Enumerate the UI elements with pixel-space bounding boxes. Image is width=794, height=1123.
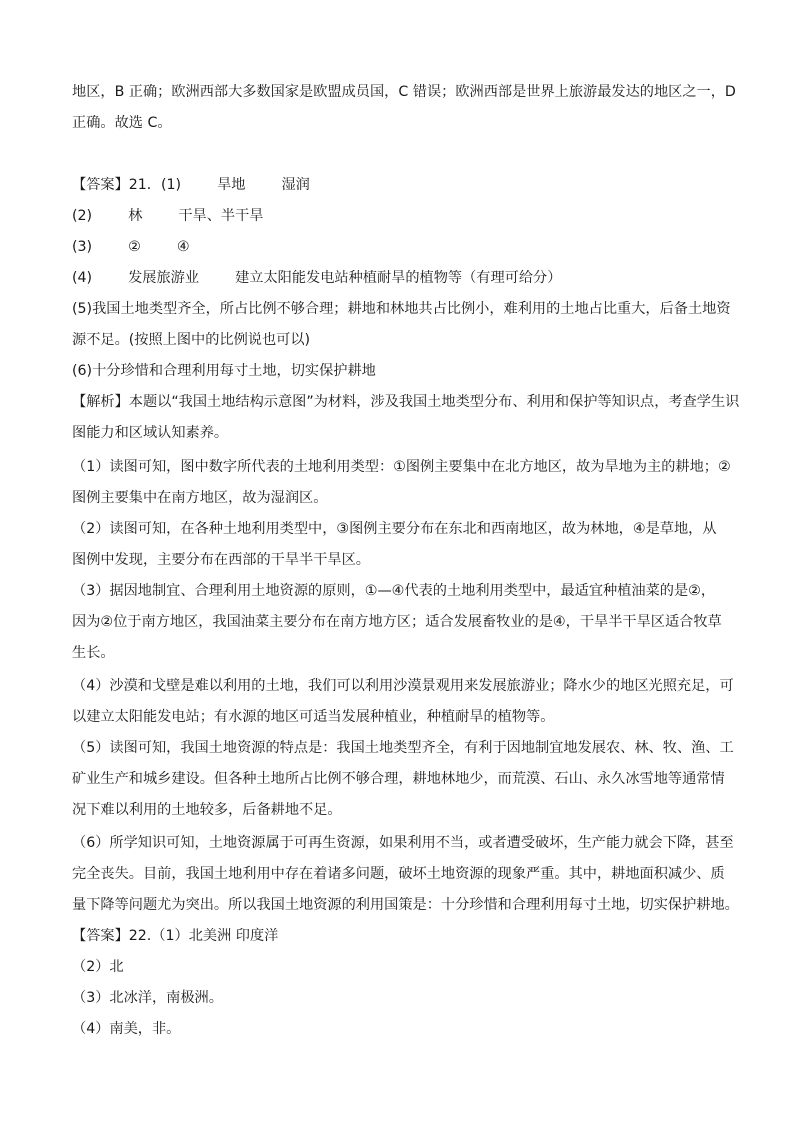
- answer-21-part-4: [72, 268, 732, 288]
- text-line: 地区，B 正确；欧洲西部大多数国家是欧盟成员国，C 错误；欧洲西部是世界上旅游最发达的地区之一，D: [72, 84, 736, 100]
- text-line: （5）读图可知，我国土地资源的特点是：我国土地类型齐全，有利于因地制宜地发展农、林、牧、渔、工: [72, 740, 734, 756]
- text-line: (6)十分珍惜和合理利用每寸土地，切实保护耕地: [72, 363, 376, 379]
- answer-21-part-1: [72, 175, 732, 195]
- text-line: 正确。故选 C。: [72, 115, 172, 131]
- text-line: 以建立太阳能发电站；有水源的地区可适当发展种植业，种植耐旱的植物等。: [72, 709, 555, 725]
- answer-value: 干旱、半干旱: [178, 208, 264, 224]
- text-line: （2）读图可知，在各种土地利用类型中，③图例主要分布在东北和西南地区，故为林地，④是草地，从: [72, 521, 717, 537]
- answer-22-part-2: （2）北: [72, 959, 124, 975]
- answer-value: 建立太阳能发电站种植耐旱的植物等（有理可给分）: [235, 270, 562, 286]
- answer-label: 【答案】21．(1): [72, 177, 182, 193]
- text-line: 图例主要集中在南方地区，故为湿润区。: [72, 490, 328, 506]
- answer-number: (4): [72, 270, 93, 286]
- text-line: 图例中发现，主要分布在西部的干旱半干旱区。: [72, 552, 370, 568]
- answer-number: (2): [72, 208, 93, 224]
- text-line: （3）据因地制宜、合理利用土地资源的原则，①—④代表的土地利用类型中，最适宜种植油菜的是②，: [72, 583, 716, 599]
- text-line: 量下降等问题尤为突出。所以我国土地资源的利用国策是：十分珍惜和合理利用每寸土地，切实保护耕地。: [72, 897, 739, 913]
- answer-value: ②: [128, 239, 141, 255]
- answer-value: 旱地: [217, 177, 246, 193]
- text-line: (5)我国土地类型齐全，所占比例不够合理；耕地和林地共占比例小，难利用的土地占比重大，后备土地资: [72, 301, 731, 317]
- text-line: 因为②位于南方地区，我国油菜主要分布在南方地方区；适合发展畜牧业的是④，干旱半干旱区适合牧草: [72, 614, 722, 630]
- text-line: 生长。: [72, 645, 115, 661]
- answer-21-part-3: [72, 237, 732, 257]
- text-line: 图能力和区域认知素养。: [72, 425, 229, 441]
- text-line: 况下难以利用的土地较多，后备耕地不足。: [72, 802, 342, 818]
- answer-number: (3): [72, 239, 93, 255]
- text-line: （4）沙漠和戈壁是难以利用的土地，我们可以利用沙漠景观用来发展旅游业；降水少的地区光照充足，可: [72, 678, 734, 694]
- analysis-heading: 【解析】本题以“我国土地结构示意图”为材料，涉及我国土地类型分布、利用和保护等知识点，考查学生识: [72, 394, 740, 410]
- answer-value: 湿润: [281, 177, 310, 193]
- text-line: 矿业生产和城乡建设。但各种土地所占比例不够合理，耕地林地少，而荒漠、石山、永久冰雪地等通常情: [72, 771, 725, 787]
- text-line: 完全丧失。目前，我国土地利用中存在着诸多问题，破坏土地资源的现象严重。其中，耕地面积减少、质: [72, 866, 725, 882]
- answer-22-part-4: （4）南美，非。: [72, 1021, 181, 1037]
- answer-22-part-1: 【答案】22.（1）北美洲 印度洋: [72, 928, 279, 944]
- answer-value: 发展旅游业: [128, 270, 200, 286]
- answer-21-part-2: [72, 206, 732, 226]
- text-line: 源不足。(按照上图中的比例说也可以): [72, 332, 311, 348]
- answer-value: 林: [128, 208, 143, 224]
- text-line: （1）读图可知，图中数字所代表的土地利用类型：①图例主要集中在北方地区，故为旱地为主的耕地；②: [72, 459, 731, 475]
- answer-22-part-3: （3）北冰洋，南极洲。: [72, 990, 223, 1006]
- text-line: （6）所学知识可知，土地资源属于可再生资源，如果利用不当，或者遭受破坏，生产能力就会下降，甚至: [72, 835, 734, 851]
- answer-value: ④: [176, 239, 190, 255]
